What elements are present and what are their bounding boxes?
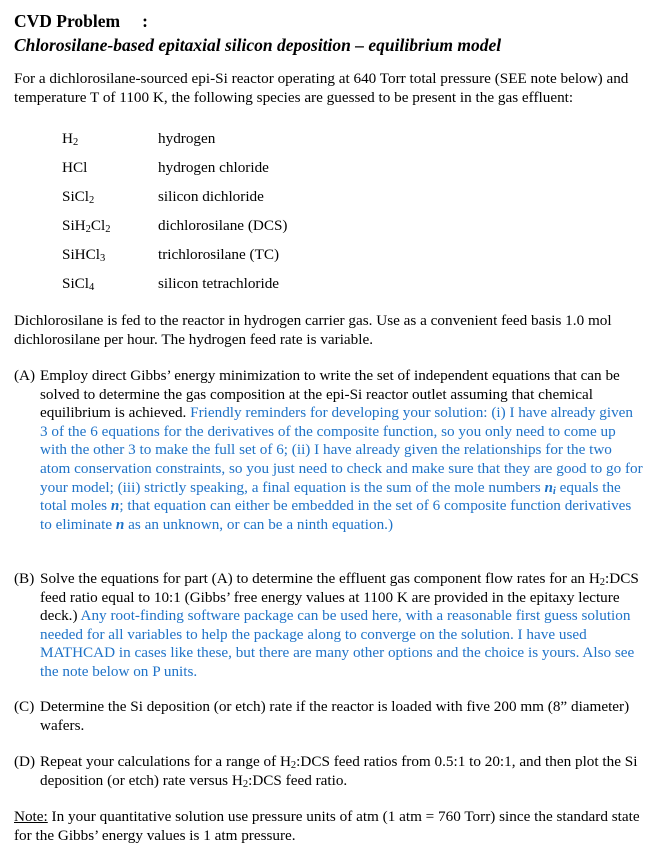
part-b [14,570,644,682]
part-d [14,753,644,790]
species-formula: $H_2$ [62,130,79,148]
species-name: silicon dichloride [158,188,264,205]
species-row [62,159,462,188]
part-d-text: Repeat your calculations for a range of $H_2:DCS$ feed ratios from 0.5:1 to 20:1, and then plot the Si deposition (or etch) rate versus $H_2:DCS$ feed ratio. [40,753,638,790]
species-name: trichlorosilane (TC) [158,246,280,263]
species-formula: SiHCl$_3$ [62,246,106,264]
species-formula: SiCl$_2$ [62,188,95,206]
species-list [62,130,462,304]
species-formula: $SiH_2Cl_2$ [62,217,111,235]
species-name: hydrogen chloride [158,159,269,176]
species-name: silicon tetrachloride [158,275,280,292]
part-a-reminders: Friendly reminders for developing your solution: (i) I have already given 3 of the 6 equations for the derivatives of the composite function, so you only need to come up with the other 3 to make the full set of 6; (ii) I have already given the relationships for the two atom conservation constraints, so you just need to check and make sure that they are good to go for your model; (iii) strictly speaking, a final equation is the sum of the mole numbers $n_i$ equals the total moles n; that equation can either be embedded in the set of 6 composite function derivatives to eliminate n as an unknown, or can be a ninth equation.) [40,404,643,533]
part-a-label: (A) [14,367,36,384]
species-row [62,246,462,275]
problem-title: CVD Problem : [14,11,148,31]
title-colon: : [142,11,148,31]
species-row [62,188,462,217]
problem-subtitle: Chlorosilane-based epitaxial silicon deposition – equilibrium model [14,35,502,55]
part-c-label: (C) [14,698,35,715]
species-name: hydrogen [158,130,216,147]
part-a-text: Employ direct Gibbs’ energy minimization to write the set of independent equations that can be solved to determine the gas composition at the epi-Si reactor outlet assuming that chemical equilibrium is achieved. Friendly reminders for developing your solution: (i) I have already given 3 of the 6 equations for the derivatives of the composite function, so you only need to come up with the other 3 to make the full set of 6; (ii) I have already given the relationships for the two atom conservation constraints, so you just need to check and make sure that they are good to go for your model; (iii) strictly speaking, a final equation is the sum of the mole numbers $n_i$ equals the total moles n; that equation can either be embedded in the set of 6 composite function derivatives to eliminate n as an unknown, or can be a ninth equation.) [40,367,643,533]
intro-paragraph: For a dichlorosilane-sourced epi-Si reactor operating at 640 Torr total pressure (SEE note below) and temperature T of 1100 K, the following species are guessed to be present in the gas effluent: [14,70,629,106]
part-c-text: Determine the Si deposition (or etch) rate if the reactor is loaded with five 200 mm (8” diameter) wafers. [40,698,630,734]
part-a [14,367,644,534]
species-row [62,217,462,246]
part-d-label: (D) [14,753,36,770]
part-c [14,698,644,735]
feed-paragraph: Dichlorosilane is fed to the reactor in hydrogen carrier gas. Use as a convenient feed basis 1.0 mol dichlorosilane per hour. The hydrogen feed rate is variable. [14,312,612,348]
species-formula: HCl [62,159,88,176]
species-name: dichlorosilane (DCS) [158,217,288,234]
note-label: Note: [14,808,48,825]
species-row [62,275,462,304]
species-row [62,130,462,159]
part-b-note: Any root-finding software package can be used here, with a reasonable first guess solution needed for all variables to help the package along to converge on the solution. I have used MATHCAD in cases like these, but there are many other options and the choice is yours. Also see the note below on P units. [40,607,635,680]
part-b-label: (B) [14,570,35,587]
species-formula: SiCl$_4$ [62,275,95,293]
part-b-text: Solve the equations for part (A) to determine the effluent gas component flow rates for an $H_2:DCS$ feed ratio equal to 10:1 (Gibbs’ free energy values at 1100 K are provided in the epitaxy lecture deck.) Any root-finding software package can be used here, with a reasonable first guess solution needed for all variables to help the package along to converge on the solution. I have used MATHCAD in cases like these, but there are many other options and the choice is yours. Also see the note below on P units. [40,570,639,680]
note-paragraph: Note: In your quantitative solution use pressure units of atm (1 atm = 760 Torr) since the standard state for the Gibbs’ energy values is 1 atm pressure. [14,808,640,844]
